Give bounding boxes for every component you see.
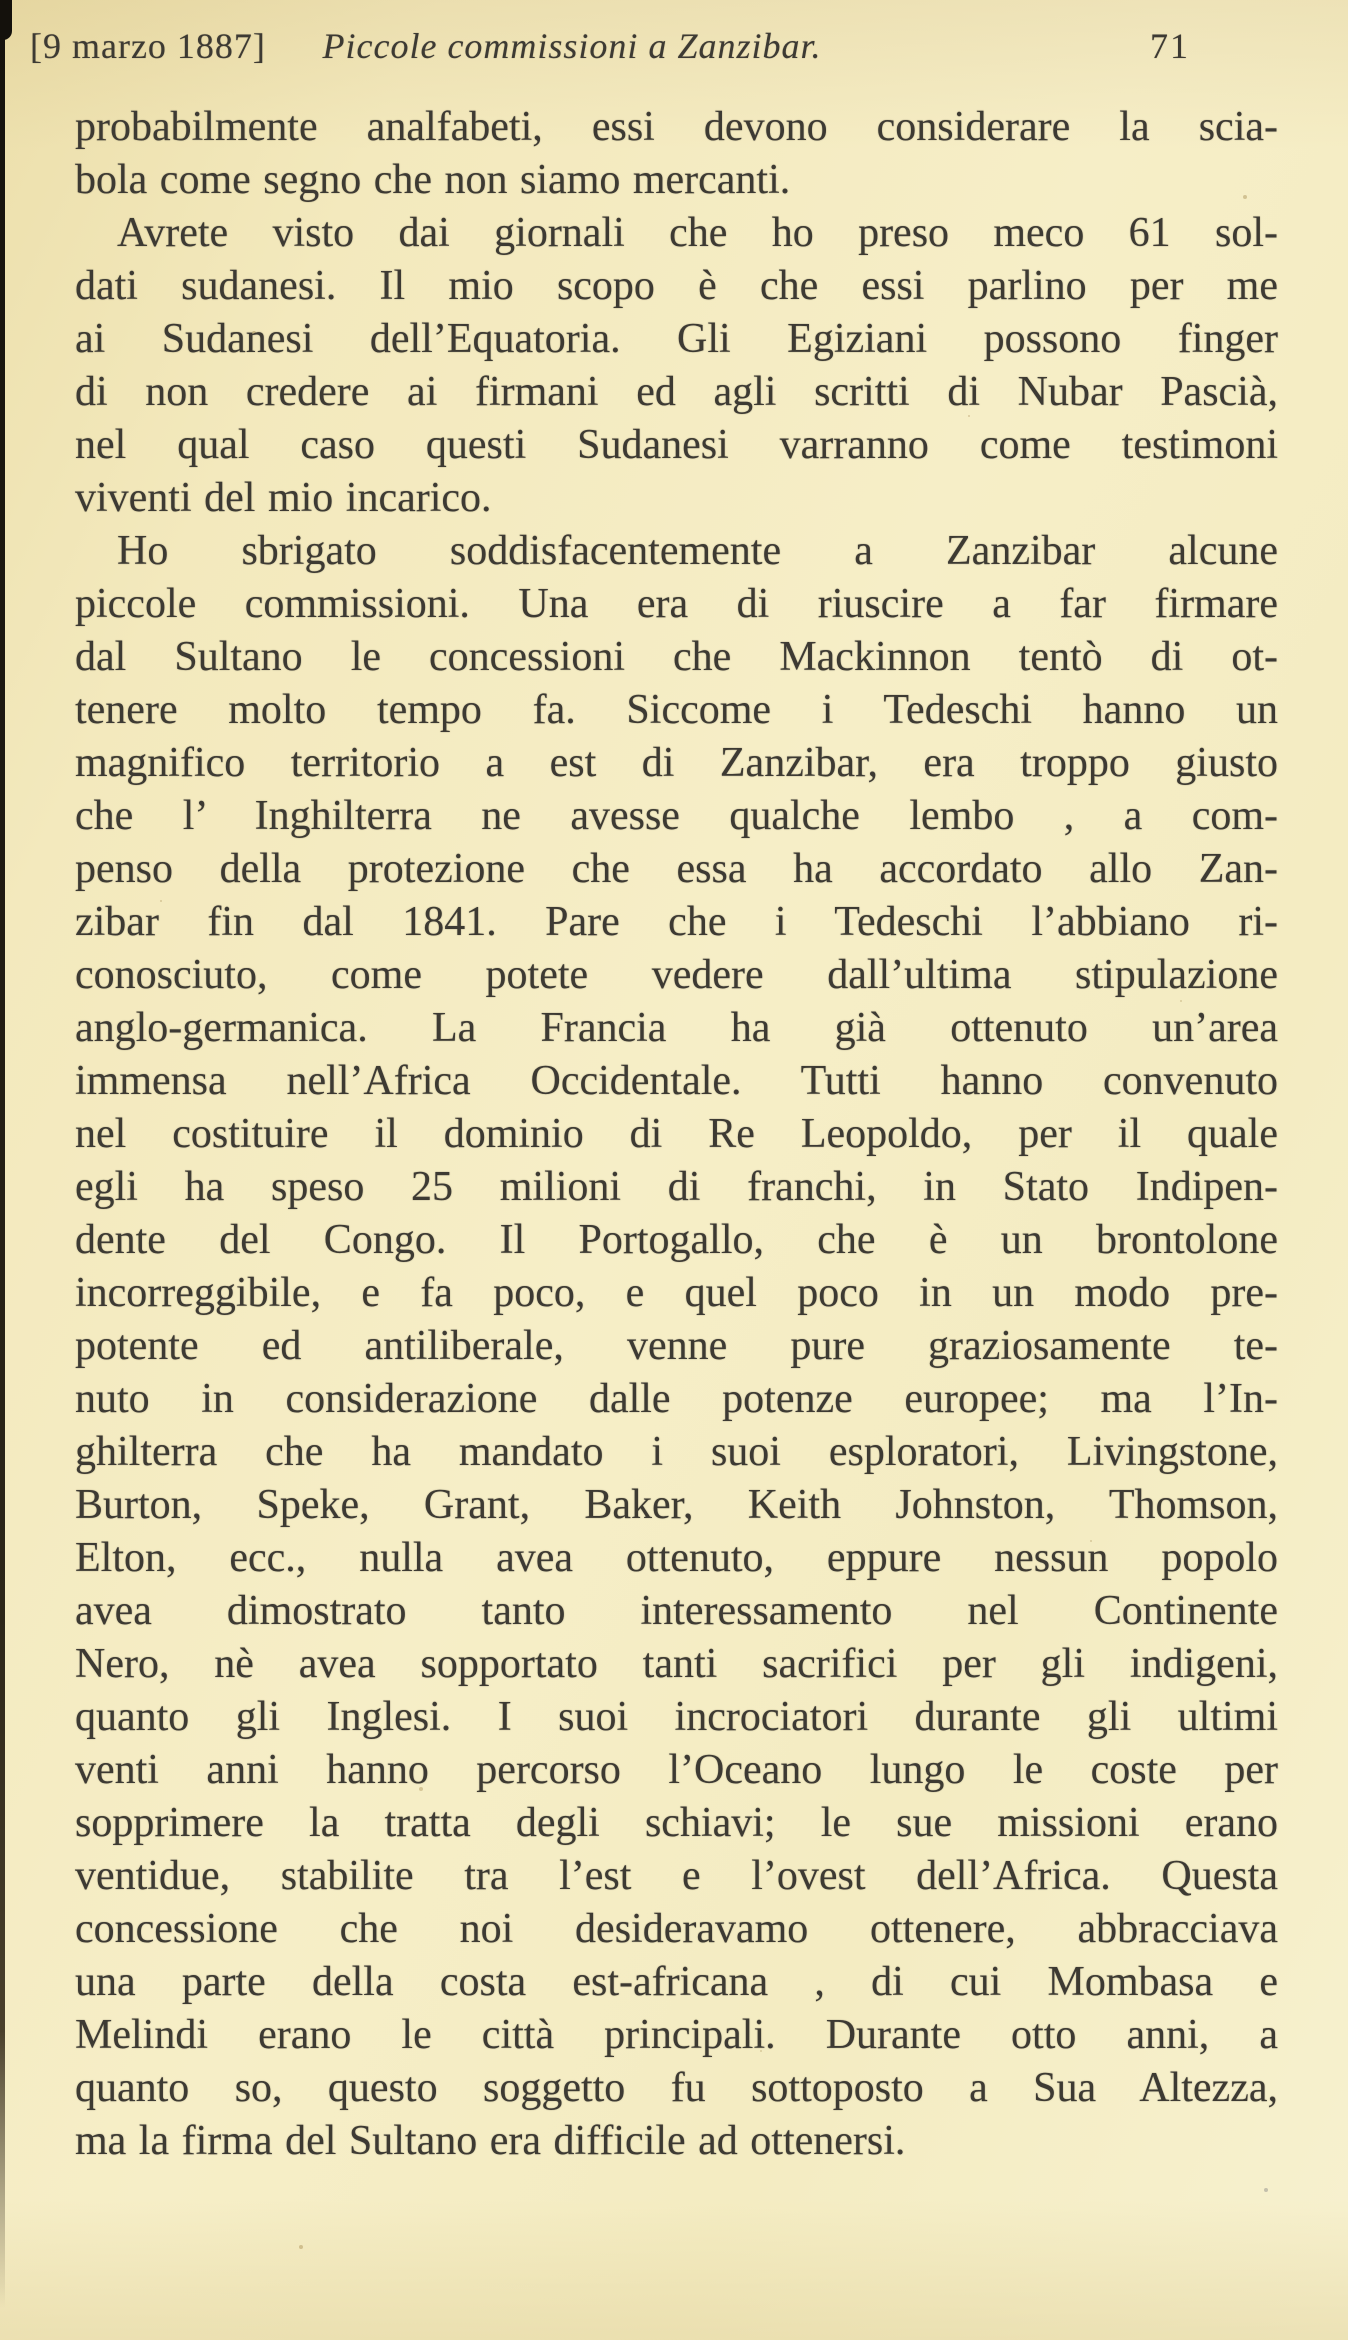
page-header [0, 26, 1348, 72]
text-line: dal Sultano le concessioni che Mackinnon tentò di ot- [75, 634, 1278, 680]
text-line: sopprimere la tratta degli schiavi; le sue missioni erano [75, 1800, 1278, 1846]
text-line: che l’ Inghilterra ne avesse qualche lembo , a com- [75, 793, 1278, 839]
text-line: Melindi erano le città principali. Durante otto anni, a [75, 2012, 1278, 2058]
text-line: quanto gli Inglesi. I suoi incrociatori durante gli ultimi [75, 1694, 1278, 1740]
text-line: ghilterra che ha mandato i suoi esploratori, Livingstone, [75, 1429, 1278, 1475]
text-line: tenere molto tempo fa. Siccome i Tedeschi hanno un [75, 687, 1278, 733]
text-line: nuto in considerazione dalle potenze europee; ma l’In- [75, 1376, 1278, 1422]
text-line: ventidue, stabilite tra l’est e l’ovest dell’Africa. Questa [75, 1853, 1278, 1899]
text-line: Elton, ecc., nulla avea ottenuto, eppure nessun popolo [75, 1535, 1278, 1581]
text-line: ma la firma del Sultano era difficile ad ottenersi. [75, 2118, 906, 2164]
text-line: incorreggibile, e fa poco, e quel poco in un modo pre- [75, 1270, 1278, 1316]
paper-speckles [0, 0, 2, 2]
text-line: quanto so, questo soggetto fu sottoposto a Sua Altezza, [75, 2065, 1278, 2111]
text-line: Ho sbrigato soddisfacentemente a Zanzibar alcune [117, 528, 1278, 574]
text-line: magnifico territorio a est di Zanzibar, era troppo giusto [75, 740, 1278, 786]
text-line: conosciuto, come potete vedere dall’ultima stipulazione [75, 952, 1278, 998]
scan-edge-artifact [0, 0, 5, 2308]
text-line: immensa nell’Africa Occidentale. Tutti hanno convenuto [75, 1058, 1278, 1104]
text-line: Burton, Speke, Grant, Baker, Keith Johnston, Thomson, [75, 1482, 1278, 1528]
page-number: 71 [1150, 26, 1190, 66]
text-line: venti anni hanno percorso l’Oceano lungo le coste per [75, 1747, 1278, 1793]
header-date: [9 marzo 1887] [30, 26, 266, 66]
text-line: anglo-germanica. La Francia ha già ottenuto un’area [75, 1005, 1278, 1051]
text-line: dati sudanesi. Il mio scopo è che essi parlino per me [75, 263, 1278, 309]
text-line: penso della protezione che essa ha accordato allo Zan- [75, 846, 1278, 892]
text-line: ai Sudanesi dell’Equatoria. Gli Egiziani possono finger [75, 316, 1278, 362]
text-line: piccole commissioni. Una era di riuscire a far firmare [75, 581, 1278, 627]
text-line: Avrete visto dai giornali che ho preso meco 61 sol- [117, 210, 1278, 256]
text-line: concessione che noi desideravamo ottenere, abbracciava [75, 1906, 1278, 1952]
text-line: Nero, nè avea sopportato tanti sacrifici per gli indigeni, [75, 1641, 1278, 1687]
text-line: di non credere ai firmani ed agli scritti di Nubar Pascià, [75, 369, 1278, 415]
text-line: probabilmente analfabeti, essi devono considerare la scia- [75, 104, 1278, 150]
text-line: viventi del mio incarico. [75, 475, 492, 521]
text-line: avea dimostrato tanto interessamento nel Continente [75, 1588, 1278, 1634]
text-line: dente del Congo. Il Portogallo, che è un brontolone [75, 1217, 1278, 1263]
body-text [75, 101, 1278, 2168]
text-line: potente ed antiliberale, venne pure graziosamente te- [75, 1323, 1278, 1369]
text-line: nel qual caso questi Sudanesi varranno come testimoni [75, 422, 1278, 468]
text-line: egli ha speso 25 milioni di franchi, in Stato Indipen- [75, 1164, 1278, 1210]
text-line: nel costituire il dominio di Re Leopoldo, per il quale [75, 1111, 1278, 1157]
running-title: Piccole commissioni a Zanzibar. [322, 26, 822, 66]
text-line: bola come segno che non siamo mercanti. [75, 157, 791, 203]
text-line: una parte della costa est-africana , di cui Mombasa e [75, 1959, 1278, 2005]
text-line: zibar fin dal 1841. Pare che i Tedeschi l’abbiano ri- [75, 899, 1278, 945]
